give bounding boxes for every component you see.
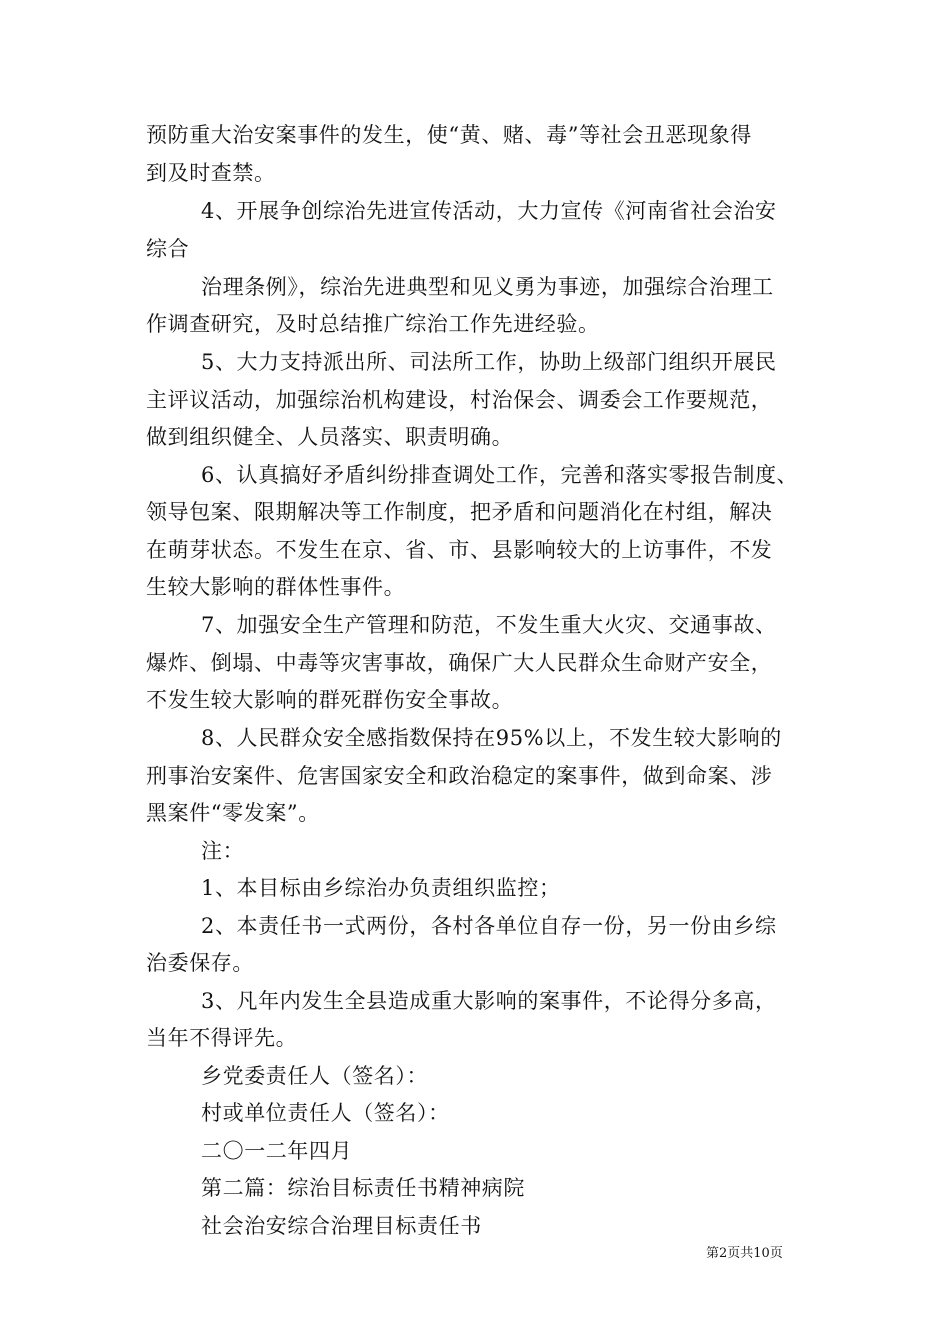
text-line: 8、人民群众安全感指数保持在95%以上，不发生较大影响的 <box>201 726 782 750</box>
text-line: 村或单位责任人（签名）： <box>201 1101 450 1125</box>
text-line: 生较大影响的群体性事件。 <box>146 575 406 599</box>
text-line: 预防重大治安案事件的发生，使“黄、赌、毒”等社会丑恶现象得 <box>146 123 752 147</box>
text-line: 爆炸、倒塌、中毒等灾害事故，确保广大人民群众生命财产安全， <box>146 651 773 675</box>
text-line: 黑案件“零发案”。 <box>146 801 320 825</box>
text-line: 4、开展争创综治先进宣传活动，大力宣传《河南省社会治安 <box>201 199 777 223</box>
text-line: 治委保存。 <box>146 951 254 975</box>
text-line: 做到组织健全、人员落实、职责明确。 <box>146 425 514 449</box>
text-line: 2、本责任书一式两份，各村各单位自存一份，另一份由乡综 <box>201 914 777 938</box>
text-line: 6、认真搞好矛盾纠纷排查调处工作，完善和落实零报告制度、 <box>201 463 799 487</box>
text-line: 作调查研究，及时总结推广综治工作先进经验。 <box>146 312 600 336</box>
text-line: 领导包案、限期解决等工作制度，把矛盾和问题消化在村组，解决 <box>146 500 773 524</box>
text-line: 刑事治安案件、危害国家安全和政治稳定的案事件，做到命案、涉 <box>146 764 773 788</box>
text-line: 当年不得评先。 <box>146 1026 298 1050</box>
text-line: 到及时查禁。 <box>146 161 276 185</box>
text-line: 注： <box>201 839 245 863</box>
text-line: 治理条例》，综治先进典型和见义勇为事迹，加强综合治理工 <box>201 275 774 299</box>
page-number: 第2页共10页 <box>706 1246 783 1261</box>
text-line: 第二篇：综治目标责任书精神病院 <box>201 1176 525 1200</box>
text-line: 1、本目标由乡综治办负责组织监控； <box>201 876 561 900</box>
text-line: 社会治安综合治理目标责任书 <box>201 1214 482 1238</box>
text-line: 二〇一二年四月 <box>201 1139 353 1163</box>
text-line: 综合 <box>146 237 190 261</box>
text-line: 3、凡年内发生全县造成重大影响的案事件，不论得分多高， <box>201 989 777 1013</box>
text-line: 在萌芽状态。不发生在京、省、市、县影响较大的上访事件，不发 <box>146 538 773 562</box>
text-line: 主评议活动，加强综治机构建设，村治保会、调委会工作要规范， <box>146 388 773 412</box>
text-line: 乡党委责任人（签名）： <box>201 1064 429 1088</box>
text-line: 5、大力支持派出所、司法所工作，协助上级部门组织开展民 <box>201 350 777 374</box>
text-line: 7、加强安全生产管理和防范，不发生重大火灾、交通事故、 <box>201 613 777 637</box>
text-line: 不发生较大影响的群死群伤安全事故。 <box>146 688 514 712</box>
